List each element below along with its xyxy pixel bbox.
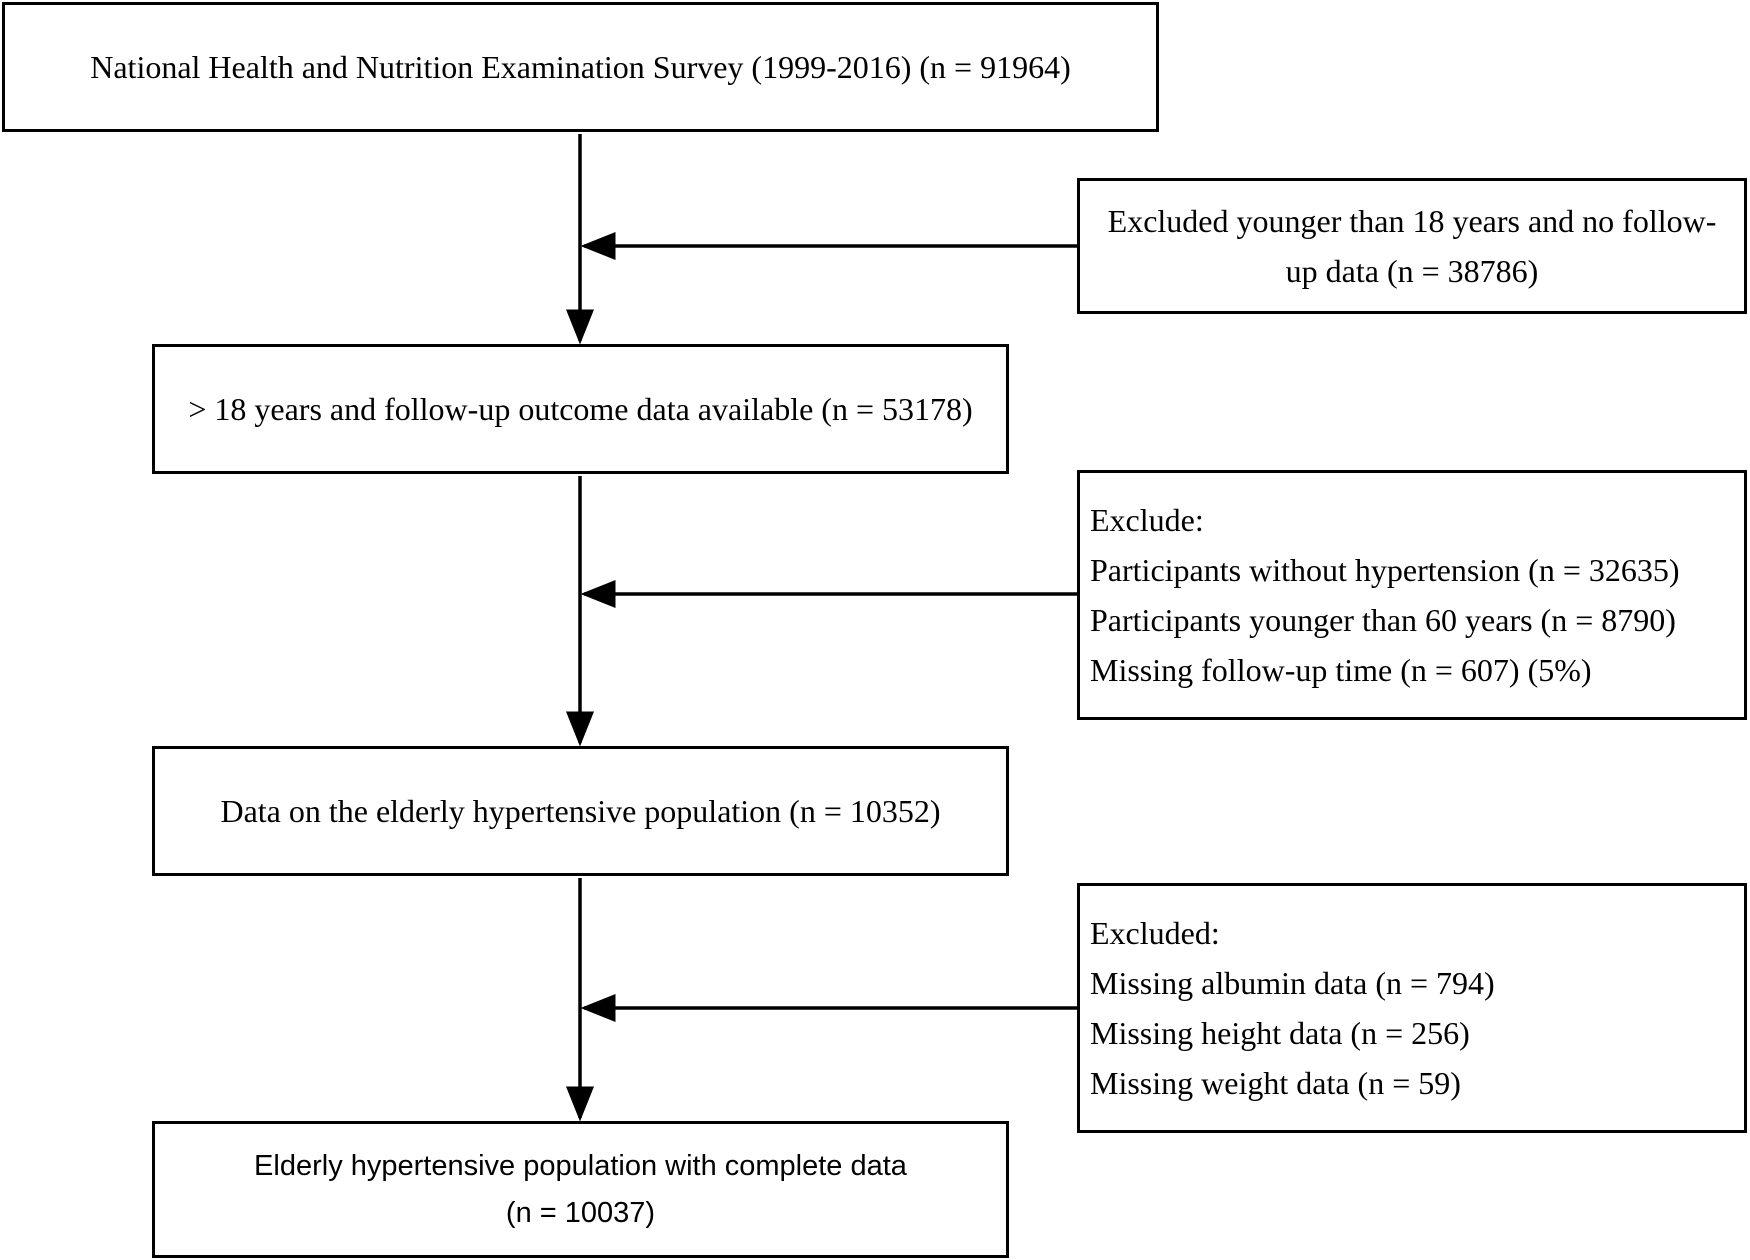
step-text: Data on the elderly hypertensive population (n = 10352) [220, 793, 941, 829]
exclusion-item: Participants without hypertension (n = 32635) [1090, 552, 1680, 588]
exclusion-heading: Excluded: [1090, 915, 1220, 951]
step-text-line: Elderly hypertensive population with complete data [254, 1150, 907, 1183]
step-text: National Health and Nutrition Examination Survey (1999-2016) (n = 91964) [90, 49, 1071, 85]
exclusion-text-line: Excluded younger than 18 years and no follow- [1107, 203, 1717, 239]
exclusion-text-line: up data (n = 38786) [1285, 253, 1539, 289]
exclusion-item: Participants younger than 60 years (n = 8790) [1090, 602, 1676, 638]
exclusion-item: Missing albumin data (n = 794) [1090, 965, 1495, 1001]
exclusion-item: Missing weight data (n = 59) [1090, 1065, 1461, 1101]
exclusion-item: Missing follow-up time (n = 607) (5%) [1090, 652, 1592, 688]
exclusion-item: Missing height data (n = 256) [1090, 1015, 1470, 1051]
step-text: > 18 years and follow-up outcome data available (n = 53178) [188, 391, 973, 427]
exclusion-heading: Exclude: [1090, 502, 1204, 538]
step-text-line: (n = 10037) [505, 1196, 656, 1229]
